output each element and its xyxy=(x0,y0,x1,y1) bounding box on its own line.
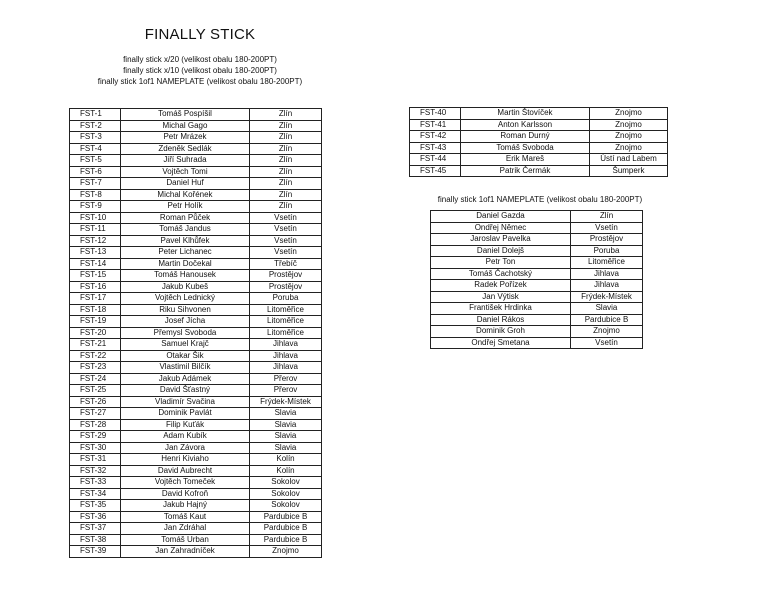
table-row xyxy=(70,500,322,512)
code-cell: FST-31 xyxy=(70,454,121,466)
team-cell: Znojmo xyxy=(590,119,668,131)
player-name-cell: Jan Výtisk xyxy=(431,291,571,303)
player-name-cell: Pavel Klhůfek xyxy=(121,235,250,247)
code-cell: FST-12 xyxy=(70,235,121,247)
code-cell: FST-1 xyxy=(70,109,121,121)
team-cell: Zlín xyxy=(250,132,322,144)
team-cell: Sokolov xyxy=(250,477,322,489)
team-cell: Zlín xyxy=(250,120,322,132)
stick-table-main xyxy=(69,108,322,558)
code-cell: FST-18 xyxy=(70,304,121,316)
team-cell: Pardubice B xyxy=(250,523,322,535)
code-cell: FST-30 xyxy=(70,442,121,454)
team-cell: Znojmo xyxy=(590,142,668,154)
code-cell: FST-21 xyxy=(70,339,121,351)
code-cell: FST-19 xyxy=(70,316,121,328)
code-cell: FST-2 xyxy=(70,120,121,132)
team-cell: Přerov xyxy=(250,373,322,385)
team-cell: Slavia xyxy=(250,419,322,431)
team-cell: Zlín xyxy=(250,143,322,155)
team-cell: Zlín xyxy=(250,189,322,201)
code-cell: FST-4 xyxy=(70,143,121,155)
team-cell: Jihlava xyxy=(250,339,322,351)
player-name-cell: Vojtěch Lednický xyxy=(121,293,250,305)
player-name-cell: Martin Štovíček xyxy=(461,108,590,120)
team-cell: Znojmo xyxy=(571,326,643,338)
table-row xyxy=(431,222,643,234)
nameplate-section-title: finally stick 1of1 NAMEPLATE (velikost obalu 180-200PT) xyxy=(437,195,643,204)
team-cell: Vsetín xyxy=(571,337,643,349)
table-row xyxy=(70,224,322,236)
table-row xyxy=(410,108,668,120)
table-row xyxy=(431,314,643,326)
player-name-cell: Petr Mrázek xyxy=(121,132,250,144)
team-cell: Slavia xyxy=(250,442,322,454)
player-name-cell: Zdeněk Sedlák xyxy=(121,143,250,155)
player-name-cell: Michal Kořének xyxy=(121,189,250,201)
player-name-cell: David Aubrecht xyxy=(121,465,250,477)
table-row xyxy=(70,534,322,546)
player-name-cell: Tomáš Čachotský xyxy=(431,268,571,280)
team-cell: Sokolov xyxy=(250,500,322,512)
table-row xyxy=(70,373,322,385)
table-row xyxy=(70,385,322,397)
player-name-cell: Ondřej Smetana xyxy=(431,337,571,349)
table-row xyxy=(70,247,322,259)
table-row xyxy=(70,477,322,489)
table-row xyxy=(70,293,322,305)
table-row xyxy=(70,109,322,121)
team-cell: Vsetín xyxy=(250,224,322,236)
code-cell: FST-13 xyxy=(70,247,121,259)
table-row xyxy=(70,281,322,293)
code-cell: FST-28 xyxy=(70,419,121,431)
table-row xyxy=(70,120,322,132)
player-name-cell: Tomáš Pospíšil xyxy=(121,109,250,121)
code-cell: FST-39 xyxy=(70,546,121,558)
code-cell: FST-23 xyxy=(70,362,121,374)
player-name-cell: Tomáš Jandus xyxy=(121,224,250,236)
player-name-cell: Vojtěch Tomi xyxy=(121,166,250,178)
team-cell: Sokolov xyxy=(250,488,322,500)
table-row xyxy=(431,280,643,292)
code-cell: FST-45 xyxy=(410,165,461,177)
team-cell: Jihlava xyxy=(250,350,322,362)
table-row xyxy=(70,201,322,213)
team-cell: Jihlava xyxy=(250,362,322,374)
team-cell: Pardubice B xyxy=(250,511,322,523)
player-name-cell: Jaroslav Pavelka xyxy=(431,234,571,246)
team-cell: Pardubice B xyxy=(250,534,322,546)
team-cell: Šumperk xyxy=(590,165,668,177)
player-name-cell: Radek Pořízek xyxy=(431,280,571,292)
player-name-cell: Ondřej Němec xyxy=(431,222,571,234)
player-name-cell: Jiří Suhrada xyxy=(121,155,250,167)
code-cell: FST-5 xyxy=(70,155,121,167)
code-cell: FST-29 xyxy=(70,431,121,443)
table-row xyxy=(70,270,322,282)
nameplate-table xyxy=(430,210,643,349)
player-name-cell: David Šťastný xyxy=(121,385,250,397)
team-cell: Zlín xyxy=(250,201,322,213)
player-name-cell: Roman Půček xyxy=(121,212,250,224)
player-name-cell: David Kofroň xyxy=(121,488,250,500)
table-row xyxy=(410,165,668,177)
code-cell: FST-26 xyxy=(70,396,121,408)
player-name-cell: František Hrdinka xyxy=(431,303,571,315)
table-row xyxy=(431,337,643,349)
team-cell: Znojmo xyxy=(250,546,322,558)
player-name-cell: Jan Závora xyxy=(121,442,250,454)
table-row xyxy=(70,488,322,500)
code-cell: FST-43 xyxy=(410,142,461,154)
table-row xyxy=(431,291,643,303)
player-name-cell: Adam Kubík xyxy=(121,431,250,443)
player-name-cell: Petr Ton xyxy=(431,257,571,269)
team-cell: Slavia xyxy=(250,408,322,420)
player-name-cell: Anton Karlsson xyxy=(461,119,590,131)
team-cell: Prostějov xyxy=(571,234,643,246)
table-row xyxy=(70,419,322,431)
team-cell: Zlín xyxy=(250,178,322,190)
table-row xyxy=(431,234,643,246)
player-name-cell: Daniel Dolejš xyxy=(431,245,571,257)
player-name-cell: Jakub Adámek xyxy=(121,373,250,385)
code-cell: FST-37 xyxy=(70,523,121,535)
player-name-cell: Daniel Gazda xyxy=(431,211,571,223)
player-name-cell: Jakub Kubeš xyxy=(121,281,250,293)
team-cell: Vsetín xyxy=(250,247,322,259)
code-cell: FST-32 xyxy=(70,465,121,477)
team-cell: Jihlava xyxy=(571,268,643,280)
player-name-cell: Erik Mareš xyxy=(461,154,590,166)
player-name-cell: Vlastimil Bilčík xyxy=(121,362,250,374)
team-cell: Přerov xyxy=(250,385,322,397)
code-cell: FST-10 xyxy=(70,212,121,224)
team-cell: Litoměřice xyxy=(250,304,322,316)
table-row xyxy=(70,212,322,224)
team-cell: Frýdek-Místek xyxy=(571,291,643,303)
team-cell: Kolín xyxy=(250,465,322,477)
code-cell: FST-24 xyxy=(70,373,121,385)
code-cell: FST-15 xyxy=(70,270,121,282)
team-cell: Pardubice B xyxy=(571,314,643,326)
code-cell: FST-14 xyxy=(70,258,121,270)
team-cell: Zlín xyxy=(571,211,643,223)
table-row xyxy=(70,258,322,270)
team-cell: Litoměřice xyxy=(250,327,322,339)
table-row xyxy=(70,155,322,167)
code-cell: FST-7 xyxy=(70,178,121,190)
code-cell: FST-25 xyxy=(70,385,121,397)
team-cell: Slavia xyxy=(250,431,322,443)
team-cell: Ústí nad Labem xyxy=(590,154,668,166)
player-name-cell: Přemysl Svoboda xyxy=(121,327,250,339)
table-row xyxy=(70,465,322,477)
subtitle-line: finally stick x/10 (velikost obalu 180-200PT) xyxy=(123,66,277,75)
team-cell: Vsetín xyxy=(250,212,322,224)
table-row xyxy=(70,189,322,201)
table-row xyxy=(431,257,643,269)
player-name-cell: Samuel Krajč xyxy=(121,339,250,351)
team-cell: Frýdek-Místek xyxy=(250,396,322,408)
player-name-cell: Vladimír Svačina xyxy=(121,396,250,408)
player-name-cell: Martin Dočekal xyxy=(121,258,250,270)
table-row xyxy=(70,143,322,155)
table-row xyxy=(410,119,668,131)
table-row xyxy=(431,245,643,257)
player-name-cell: Roman Durný xyxy=(461,131,590,143)
player-name-cell: Daniel Rákos xyxy=(431,314,571,326)
subtitle-line: finally stick x/20 (velikost obalu 180-200PT) xyxy=(123,55,277,64)
code-cell: FST-33 xyxy=(70,477,121,489)
player-name-cell: Vojtěch Tomeček xyxy=(121,477,250,489)
table-row xyxy=(70,327,322,339)
player-name-cell: Tomáš Hanousek xyxy=(121,270,250,282)
table-row xyxy=(70,454,322,466)
player-name-cell: Filip Kuťák xyxy=(121,419,250,431)
team-cell: Litoměřice xyxy=(571,257,643,269)
table-row xyxy=(70,166,322,178)
team-cell: Zlín xyxy=(250,166,322,178)
table-row xyxy=(70,431,322,443)
player-name-cell: Otakar Šik xyxy=(121,350,250,362)
player-name-cell: Michal Gago xyxy=(121,120,250,132)
code-cell: FST-16 xyxy=(70,281,121,293)
table-row xyxy=(70,339,322,351)
table-row xyxy=(70,178,322,190)
code-cell: FST-36 xyxy=(70,511,121,523)
player-name-cell: Jakub Hajný xyxy=(121,500,250,512)
code-cell: FST-40 xyxy=(410,108,461,120)
table-row xyxy=(70,132,322,144)
table-row xyxy=(70,235,322,247)
team-cell: Litoměřice xyxy=(250,316,322,328)
code-cell: FST-27 xyxy=(70,408,121,420)
player-name-cell: Jan Zahradníček xyxy=(121,546,250,558)
team-cell: Jihlava xyxy=(571,280,643,292)
team-cell: Prostějov xyxy=(250,281,322,293)
team-cell: Vsetín xyxy=(571,222,643,234)
code-cell: FST-35 xyxy=(70,500,121,512)
code-cell: FST-17 xyxy=(70,293,121,305)
table-row xyxy=(70,442,322,454)
code-cell: FST-41 xyxy=(410,119,461,131)
code-cell: FST-22 xyxy=(70,350,121,362)
table-row xyxy=(431,211,643,223)
team-cell: Kolín xyxy=(250,454,322,466)
table-row xyxy=(70,523,322,535)
team-cell: Slavia xyxy=(571,303,643,315)
player-name-cell: Josef Jícha xyxy=(121,316,250,328)
table-row xyxy=(410,142,668,154)
subtitle-block xyxy=(0,54,400,87)
player-name-cell: Patrik Čermák xyxy=(461,165,590,177)
player-name-cell: Daniel Huf xyxy=(121,178,250,190)
table-row xyxy=(410,131,668,143)
code-cell: FST-38 xyxy=(70,534,121,546)
code-cell: FST-44 xyxy=(410,154,461,166)
code-cell: FST-42 xyxy=(410,131,461,143)
table-row xyxy=(70,396,322,408)
code-cell: FST-6 xyxy=(70,166,121,178)
page-title: FINALLY STICK xyxy=(144,26,256,43)
player-name-cell: Tomáš Kaut xyxy=(121,511,250,523)
table-row xyxy=(431,326,643,338)
player-name-cell: Tomáš Urban xyxy=(121,534,250,546)
table-row xyxy=(70,362,322,374)
table-row xyxy=(70,350,322,362)
player-name-cell: Jan Zdráhal xyxy=(121,523,250,535)
code-cell: FST-20 xyxy=(70,327,121,339)
team-cell: Znojmo xyxy=(590,108,668,120)
table-row xyxy=(431,303,643,315)
table-row xyxy=(410,154,668,166)
team-cell: Třebíč xyxy=(250,258,322,270)
player-name-cell: Tomáš Svoboda xyxy=(461,142,590,154)
team-cell: Zlín xyxy=(250,109,322,121)
player-name-cell: Petr Holík xyxy=(121,201,250,213)
player-name-cell: Henri Kiviaho xyxy=(121,454,250,466)
team-cell: Prostějov xyxy=(250,270,322,282)
table-row xyxy=(431,268,643,280)
stick-table-continued xyxy=(409,107,668,177)
team-cell: Poruba xyxy=(250,293,322,305)
team-cell: Vsetín xyxy=(250,235,322,247)
code-cell: FST-11 xyxy=(70,224,121,236)
table-row xyxy=(70,304,322,316)
team-cell: Poruba xyxy=(571,245,643,257)
code-cell: FST-9 xyxy=(70,201,121,213)
code-cell: FST-8 xyxy=(70,189,121,201)
player-name-cell: Dominik Pavlát xyxy=(121,408,250,420)
team-cell: Zlín xyxy=(250,155,322,167)
code-cell: FST-34 xyxy=(70,488,121,500)
table-row xyxy=(70,511,322,523)
table-row xyxy=(70,316,322,328)
team-cell: Znojmo xyxy=(590,131,668,143)
player-name-cell: Riku Sihvonen xyxy=(121,304,250,316)
player-name-cell: Peter Lichanec xyxy=(121,247,250,259)
table-row xyxy=(70,546,322,558)
code-cell: FST-3 xyxy=(70,132,121,144)
subtitle-line: finally stick 1of1 NAMEPLATE (velikost obalu 180-200PT) xyxy=(97,77,303,86)
player-name-cell: Dominik Groh xyxy=(431,326,571,338)
table-row xyxy=(70,408,322,420)
